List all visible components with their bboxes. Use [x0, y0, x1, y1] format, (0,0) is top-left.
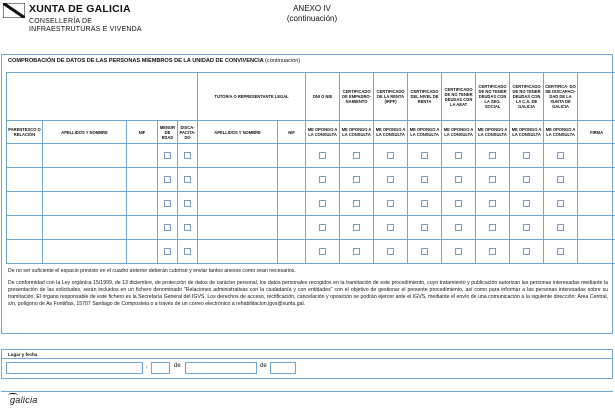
renta-oppose-cell	[374, 168, 408, 192]
apellidos-cell[interactable]	[43, 192, 127, 216]
blank-header-firma	[578, 73, 615, 121]
dni-oppose-cell	[306, 216, 340, 240]
aeat-oppose-cell	[442, 216, 476, 240]
table-row	[7, 168, 615, 192]
dni-oppose-cell	[306, 144, 340, 168]
renta-oppose-checkbox[interactable]	[387, 152, 394, 159]
galicia-swoosh-icon	[8, 393, 18, 397]
discapacidad-oppose-cell	[544, 240, 578, 264]
cag-oppose-cell	[510, 144, 544, 168]
table-header-row-top	[7, 73, 615, 121]
empadronamiento-oppose-checkbox[interactable]	[353, 224, 360, 231]
seg-social-oppose-checkbox[interactable]	[489, 152, 496, 159]
department-line-2: INFRAESTRUTURAS E VIVENDA	[29, 26, 142, 33]
header-nif: NIF	[127, 121, 158, 144]
header-oppose: ME OPONGO A LA CONSULTA	[340, 121, 374, 144]
discapacidad-oppose-checkbox[interactable]	[557, 224, 564, 231]
renta-oppose-checkbox[interactable]	[387, 224, 394, 231]
header-discapacidad: CERTIFICA- DO DE DISCAPACI- DAD DE LA XUNTA DE GALICIA	[544, 73, 578, 121]
cag-oppose-checkbox[interactable]	[523, 152, 530, 159]
galicia-logo	[10, 395, 38, 405]
org-name: XUNTA DE GALICIA	[29, 3, 131, 15]
seg-social-oppose-cell	[476, 216, 510, 240]
header-tutor-nif: NIF	[278, 121, 306, 144]
date-label: Lugar y fecha	[8, 352, 38, 357]
discapacidad-oppose-cell	[544, 216, 578, 240]
tutor-nif-cell[interactable]	[278, 144, 306, 168]
discapacidad-oppose-checkbox[interactable]	[557, 176, 564, 183]
header-oppose: ME OPONGO A LA CONSULTA	[476, 121, 510, 144]
header-oppose: ME OPONGO A LA CONSULTA	[408, 121, 442, 144]
firma-cell[interactable]	[578, 240, 615, 264]
seg-social-oppose-cell	[476, 144, 510, 168]
aeat-oppose-checkbox[interactable]	[455, 176, 462, 183]
parentesco-cell[interactable]	[7, 192, 43, 216]
discapacitado-cell	[178, 168, 198, 192]
dni-oppose-cell	[306, 168, 340, 192]
nivel-renta-oppose-cell	[408, 240, 442, 264]
apellidos-cell[interactable]	[43, 216, 127, 240]
empadronamiento-oppose-cell	[340, 144, 374, 168]
section-title	[8, 58, 300, 64]
date-de-1: de	[174, 363, 181, 369]
year-field[interactable]	[270, 362, 296, 374]
nivel-renta-oppose-checkbox[interactable]	[421, 152, 428, 159]
menor-checkbox[interactable]	[164, 224, 171, 231]
header-oppose: ME OPONGO A LA CONSULTA	[510, 121, 544, 144]
nivel-renta-oppose-checkbox[interactable]	[421, 224, 428, 231]
renta-oppose-cell	[374, 192, 408, 216]
dni-oppose-cell	[306, 240, 340, 264]
seg-social-oppose-cell	[476, 168, 510, 192]
header-cag: CERTIFICADO DE NO TENER DEUDAS CON LA C.A. DE GALICIA	[510, 73, 544, 121]
data-protection-note: De conformidad con la Ley orgánica 15/1999, de 13 diciembre, de protección de datos de carácter personal, los datos personales recogidos en la tramitación de este procedimiento, cuyo tratamiento y publicación autorizan las personas interesadas mediante la presentación de las solicitudes, serán incluidos en un fichero denominado "Relaciones administrativas con la ciudadanía y con entidades" con el objetivo de gestionar el presente procedimiento, así como para informar a las personas interesadas sobre su tramitación. El órgano responsable de este fichero es la Secretaría General del IGVS. Los derechos de acceso, rectificación, cancelación y oposición se podrán ejercer ante el IGVS, mediante el envío de una comunicación a la siguiente dirección: Área Central, s/n, polígono de As Fontiñas, 15707 Santiago de Compostela o a través de un correo electrónico a rehabilitacion.igvs@xunta.gal.	[8, 280, 608, 307]
annex-heading	[282, 4, 342, 24]
header-oppose: ME OPONGO A LA CONSULTA	[306, 121, 340, 144]
menor-cell	[158, 168, 178, 192]
place-field[interactable]	[6, 362, 143, 374]
cag-oppose-checkbox[interactable]	[523, 200, 530, 207]
empadronamiento-oppose-checkbox[interactable]	[353, 152, 360, 159]
date-section	[1, 349, 613, 379]
seg-social-oppose-cell	[476, 192, 510, 216]
parentesco-cell[interactable]	[7, 240, 43, 264]
table-row	[7, 216, 615, 240]
discapacidad-oppose-cell	[544, 192, 578, 216]
discapacitado-checkbox[interactable]	[184, 200, 191, 207]
cag-oppose-checkbox[interactable]	[523, 176, 530, 183]
day-field[interactable]	[151, 362, 170, 374]
month-field[interactable]	[185, 362, 257, 374]
tutor-apellidos-cell[interactable]	[198, 216, 278, 240]
tutor-apellidos-cell[interactable]	[198, 168, 278, 192]
section-title-suffix: (continuación)	[265, 58, 301, 64]
header-nivel-renta: CERTIFICADO DEL NIVEL DE RENTA	[408, 73, 442, 121]
dni-oppose-checkbox[interactable]	[319, 176, 326, 183]
nivel-renta-oppose-cell	[408, 192, 442, 216]
discapacidad-oppose-checkbox[interactable]	[557, 200, 564, 207]
discapacitado-cell	[178, 240, 198, 264]
annex-subtitle: (continuación)	[286, 14, 338, 23]
tutor-nif-cell[interactable]	[278, 216, 306, 240]
renta-oppose-checkbox[interactable]	[387, 200, 394, 207]
nivel-renta-oppose-cell	[408, 168, 442, 192]
cag-oppose-checkbox[interactable]	[523, 224, 530, 231]
header-seg-social: CERTIFICADO DE NO TENER DEUDAS CON LA SEG. SOCIAL	[476, 73, 510, 121]
empadronamiento-oppose-cell	[340, 216, 374, 240]
aeat-oppose-cell	[442, 240, 476, 264]
discapacidad-oppose-cell	[544, 144, 578, 168]
nivel-renta-oppose-cell	[408, 144, 442, 168]
dni-oppose-checkbox[interactable]	[319, 200, 326, 207]
aeat-oppose-cell	[442, 192, 476, 216]
xunta-flag-icon	[3, 3, 25, 18]
cag-oppose-cell	[510, 192, 544, 216]
space-note: De no ser suficiente el espacio previsto en el cuadro anterior deberán cubrirse y enviar tantos anexos como sean necesarios.	[8, 268, 296, 274]
aeat-oppose-cell	[442, 144, 476, 168]
aeat-oppose-checkbox[interactable]	[455, 152, 462, 159]
firma-cell[interactable]	[578, 168, 615, 192]
header-renta-irpf: CERTIFICADO DE LA RENTA (IRPF)	[374, 73, 408, 121]
header-discapacitado: DISCA- PACITA- DO	[178, 121, 198, 144]
discapacitado-cell	[178, 144, 198, 168]
aeat-oppose-checkbox[interactable]	[455, 248, 462, 255]
cag-oppose-checkbox[interactable]	[523, 248, 530, 255]
renta-oppose-cell	[374, 240, 408, 264]
tutor-apellidos-cell[interactable]	[198, 144, 278, 168]
empadronamiento-oppose-cell	[340, 192, 374, 216]
members-section	[1, 54, 613, 334]
menor-checkbox[interactable]	[164, 248, 171, 255]
header-dni: DNI O NIE	[306, 73, 340, 121]
firma-cell[interactable]	[578, 192, 615, 216]
nif-cell[interactable]	[127, 192, 158, 216]
header-firma: FIRMA	[578, 121, 615, 144]
cag-oppose-cell	[510, 216, 544, 240]
firma-cell[interactable]	[578, 144, 615, 168]
menor-checkbox[interactable]	[164, 200, 171, 207]
tutor-apellidos-cell[interactable]	[198, 240, 278, 264]
members-table	[6, 72, 615, 264]
section-title-text: COMPROBACIÓN DE DATOS DE LAS PERSONAS MIEMBROS DE LA UNIDAD DE CONVIVENCIA	[8, 58, 264, 64]
aeat-oppose-cell	[442, 168, 476, 192]
cag-oppose-cell	[510, 240, 544, 264]
footer-divider	[1, 391, 613, 392]
tutor-nif-cell[interactable]	[278, 168, 306, 192]
table-row	[7, 144, 615, 168]
empadronamiento-oppose-cell	[340, 240, 374, 264]
header-tutor-apellidos: APELLIDOS Y NOMBRE	[198, 121, 278, 144]
discapacidad-oppose-checkbox[interactable]	[557, 152, 564, 159]
menor-cell	[158, 216, 178, 240]
discapacitado-checkbox[interactable]	[184, 176, 191, 183]
renta-oppose-checkbox[interactable]	[387, 176, 394, 183]
nivel-renta-oppose-checkbox[interactable]	[421, 176, 428, 183]
aeat-oppose-checkbox[interactable]	[455, 200, 462, 207]
seg-social-oppose-checkbox[interactable]	[489, 200, 496, 207]
dni-oppose-checkbox[interactable]	[319, 248, 326, 255]
seg-social-oppose-checkbox[interactable]	[489, 176, 496, 183]
aeat-oppose-checkbox[interactable]	[455, 224, 462, 231]
nivel-renta-oppose-checkbox[interactable]	[421, 248, 428, 255]
nif-cell[interactable]	[127, 216, 158, 240]
discapacidad-oppose-checkbox[interactable]	[557, 248, 564, 255]
header-parentesco: PARENTESCO O RELACIÓN	[7, 121, 43, 144]
menor-checkbox[interactable]	[164, 152, 171, 159]
nif-cell[interactable]	[127, 144, 158, 168]
table-row	[7, 192, 615, 216]
parentesco-cell[interactable]	[7, 216, 43, 240]
header-tutor: TUTOR/A O REPRESENTANTE LEGAL	[198, 73, 306, 121]
cag-oppose-cell	[510, 168, 544, 192]
menor-checkbox[interactable]	[164, 176, 171, 183]
dni-oppose-cell	[306, 192, 340, 216]
table-row	[7, 240, 615, 264]
annex-title: ANEXO IV	[293, 4, 331, 13]
renta-oppose-cell	[374, 216, 408, 240]
tutor-nif-cell[interactable]	[278, 240, 306, 264]
discapacitado-cell	[178, 192, 198, 216]
department-line-1: CONSELLERÍA DE	[29, 18, 93, 25]
page-header	[0, 0, 615, 44]
nif-cell[interactable]	[127, 240, 158, 264]
parentesco-cell[interactable]	[7, 144, 43, 168]
empadronamiento-oppose-checkbox[interactable]	[353, 248, 360, 255]
xunta-logo	[3, 2, 153, 42]
members-table-body	[7, 144, 615, 264]
apellidos-cell[interactable]	[43, 240, 127, 264]
header-oppose: ME OPONGO A LA CONSULTA	[442, 121, 476, 144]
header-menor: MENOR DE EDAD	[158, 121, 178, 144]
menor-cell	[158, 192, 178, 216]
seg-social-oppose-checkbox[interactable]	[489, 248, 496, 255]
renta-oppose-checkbox[interactable]	[387, 248, 394, 255]
table-header-row-sub	[7, 121, 615, 144]
empadronamiento-oppose-cell	[340, 168, 374, 192]
menor-cell	[158, 240, 178, 264]
seg-social-oppose-cell	[476, 240, 510, 264]
menor-cell	[158, 144, 178, 168]
date-divider	[2, 358, 612, 359]
header-oppose: ME OPONGO A LA CONSULTA	[374, 121, 408, 144]
header-apellidos: APELLIDOS Y NOMBRE	[43, 121, 127, 144]
renta-oppose-cell	[374, 144, 408, 168]
nif-cell[interactable]	[127, 168, 158, 192]
tutor-apellidos-cell[interactable]	[198, 192, 278, 216]
tutor-nif-cell[interactable]	[278, 192, 306, 216]
galicia-logo-text: galicia	[10, 395, 38, 405]
empadronamiento-oppose-checkbox[interactable]	[353, 176, 360, 183]
discapacitado-cell	[178, 216, 198, 240]
header-empadronamiento: CERTIFICADO DE EMPADRO- NAMIENTO	[340, 73, 374, 121]
date-comma: ,	[146, 363, 148, 369]
firma-cell[interactable]	[578, 216, 615, 240]
nivel-renta-oppose-cell	[408, 216, 442, 240]
nivel-renta-oppose-checkbox[interactable]	[421, 200, 428, 207]
discapacitado-checkbox[interactable]	[184, 152, 191, 159]
apellidos-cell[interactable]	[43, 144, 127, 168]
date-de-2: de	[260, 363, 267, 369]
discapacitado-checkbox[interactable]	[184, 248, 191, 255]
header-oppose: ME OPONGO A LA CONSULTA	[544, 121, 578, 144]
empadronamiento-oppose-checkbox[interactable]	[353, 200, 360, 207]
seg-social-oppose-checkbox[interactable]	[489, 224, 496, 231]
blank-header	[7, 73, 198, 121]
discapacidad-oppose-cell	[544, 168, 578, 192]
dni-oppose-checkbox[interactable]	[319, 224, 326, 231]
parentesco-cell[interactable]	[7, 168, 43, 192]
apellidos-cell[interactable]	[43, 168, 127, 192]
header-aeat: CERTIFICADO DE NO TENER DEUDAS CON LA AEAT	[442, 73, 476, 121]
dni-oppose-checkbox[interactable]	[319, 152, 326, 159]
discapacitado-checkbox[interactable]	[184, 224, 191, 231]
